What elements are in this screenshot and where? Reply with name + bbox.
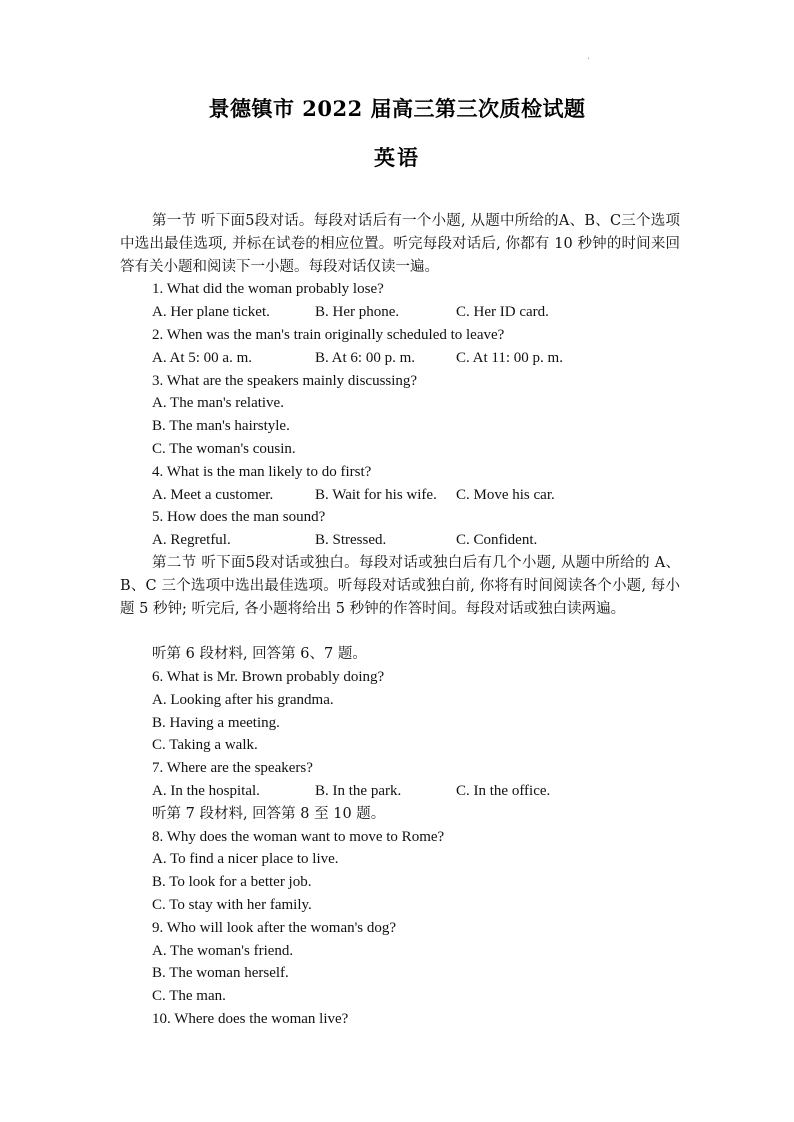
option-a: A. To find a nicer place to live. — [152, 851, 339, 868]
subject-title: 英语 — [374, 145, 420, 170]
option-c: C. Confident. — [456, 532, 538, 549]
option-b: B. At 6: 00 p. m. — [315, 349, 416, 366]
option-a: A. Meet a customer. — [152, 486, 274, 503]
question-9: 9. Who will look after the woman's dog? — [152, 919, 397, 936]
exam-title: 景德镇市 2022 届高三第三次质检试题 — [208, 96, 586, 121]
option-a: A. Looking after his grandma. — [152, 691, 334, 708]
section2-instructions: 第二节 听下面5段对话或独白。每段对话或独白后有几个小题, 从题中所给的 A、B、C 三个选项中选出最佳选项。听每段对话或独白前, 你将有时间阅读各个小题, 每小题 5 秒钟; 听完后, 各小题将给出 5 秒钟的作答时间。每段对话或独白读两遍。 — [120, 554, 680, 617]
section1-instructions: 第一节 听下面5段对话。每段对话后有一个小题, 从题中所给的A、B、C三个选项中选出最佳选项, 并标在试卷的相应位置。听完每段对话后, 你都有 10 秒钟的时间来回答有关小题和阅读下一小题。每段对话仅读一遍。 — [120, 213, 680, 275]
option-a: A. At 5: 00 a. m. — [152, 349, 252, 366]
option-b: B. In the park. — [315, 782, 402, 799]
question-4-options — [120, 484, 680, 507]
option-b: B. Stressed. — [315, 532, 387, 549]
question-7-options — [120, 780, 680, 803]
material-6-heading: 听第 6 段材料, 回答第 6、7 题。 — [152, 646, 367, 663]
option-b: B. To look for a better job. — [152, 874, 312, 891]
option-a: A. In the hospital. — [152, 782, 260, 799]
question-4: 4. What is the man likely to do first? — [152, 463, 372, 480]
option-a: A. The woman's friend. — [152, 942, 294, 959]
question-2-options — [120, 347, 680, 370]
option-c: C. Taking a walk. — [152, 737, 258, 754]
option-a: A. Her plane ticket. — [152, 304, 270, 321]
question-1-options — [120, 301, 680, 324]
option-b: B. The man's hairstyle. — [152, 418, 290, 435]
corner-mark: ' — [588, 56, 590, 65]
material-7-heading: 听第 7 段材料, 回答第 8 至 10 题。 — [152, 805, 386, 822]
option-b: B. Having a meeting. — [152, 714, 280, 731]
question-2: 2. When was the man's train originally scheduled to leave? — [152, 326, 505, 343]
option-c: C. The woman's cousin. — [152, 440, 296, 457]
option-b: B. Her phone. — [315, 304, 400, 321]
option-c: C. Her ID card. — [456, 304, 549, 321]
question-10: 10. Where does the woman live? — [152, 1010, 349, 1027]
option-c: C. In the office. — [456, 782, 551, 799]
option-c: C. To stay with her family. — [152, 896, 312, 913]
question-3: 3. What are the speakers mainly discussing? — [152, 372, 418, 389]
question-5-options — [120, 529, 680, 552]
option-b: B. Wait for his wife. — [315, 486, 437, 503]
question-5: 5. How does the man sound? — [152, 509, 326, 526]
question-7: 7. Where are the speakers? — [152, 760, 313, 777]
option-b: B. The woman herself. — [152, 965, 289, 982]
exam-body — [120, 210, 680, 1031]
option-c: C. At 11: 00 p. m. — [456, 349, 563, 366]
option-a: A. Regretful. — [152, 532, 231, 549]
question-6: 6. What is Mr. Brown probably doing? — [152, 668, 385, 685]
option-c: C. Move his car. — [456, 486, 555, 503]
question-1: 1. What did the woman probably lose? — [152, 281, 384, 298]
option-a: A. The man's relative. — [152, 395, 284, 412]
option-c: C. The man. — [152, 988, 226, 1005]
question-8: 8. Why does the woman want to move to Rome? — [152, 828, 445, 845]
